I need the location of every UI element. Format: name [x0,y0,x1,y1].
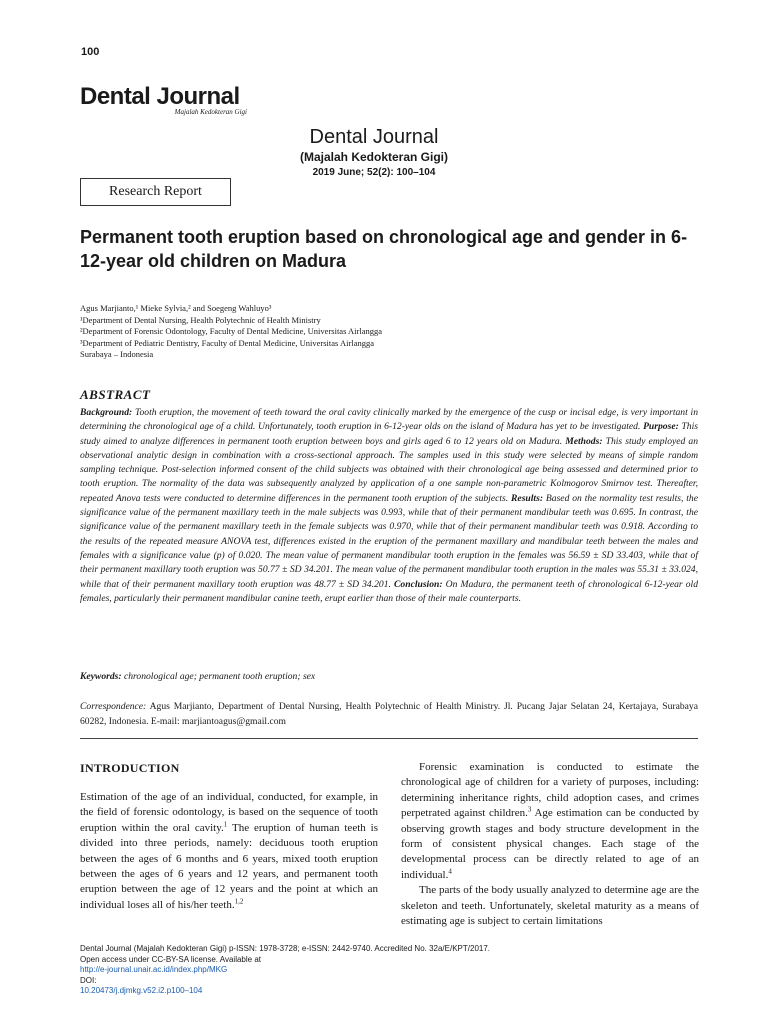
keywords-label: Keywords: [80,671,122,682]
journal-subtitle: (Majalah Kedokteran Gigi) [299,150,449,164]
methods-text: This study employed an observational analytic design in combination with a cross-sectional approach. The samples used in this study were selected by means of simple random sampling technique. Post-selection informed consent of the child subjects was obtained with their chronological age being assessed and determined prior to tooth eruption. The normality of the data was subsequently analyzed by application of a one sample non-parametric Kolmogorov Smirnov test. Thereafter, repeated Anova tests were conducted to determine differences in the permanent tooth eruption of the subjects. [80,435,698,504]
article-title: Permanent tooth eruption based on chronological age and gender in 6-12-year old children on Madura [80,227,688,271]
logo-title: Dental Journal [80,83,240,110]
intro-paragraph-2 [401,760,699,883]
journal-url-link[interactable]: http://e-journal.unair.ac.id/index.php/MKG [80,965,228,974]
author-names: Agus Marjianto,¹ Mieke Sylvia,² and Soegeng Wahluyo³ [80,303,272,313]
correspondence-label: Correspondence: [80,701,147,712]
journal-logo [80,84,255,116]
conclusion-label: Conclusion: [394,578,443,590]
journal-header [240,124,508,180]
intro-text: Estimation of the age of an individual, conducted, for example, in the field of forensic odontology, is based on the sequence of tooth eruption within the oral cavity. [80,791,378,834]
background-text: Tooth eruption, the movement of teeth toward the oral cavity clinically marked by the emergence of the cusp or incisal edge, is very important in determining the chronological age of a child. Unfortunately, tooth eruption in 6-12-year olds on the island of Madura has yet to be investigated. [80,407,698,433]
results-text: Based on the normality test results, the significance value of the permanent maxillary teeth in the male subjects was 0.993, while that of their permanent mandibular teeth was 0.695. In contrast, the significance value of the permanent maxillary teeth in the female subjects was 0.970, while that of their permanent mandibular teeth was 0.918. According to the results of the repeated measure ANOVA test, differences existed in the eruption of the permanent maxillary and mandibular teeth between the males and females with a significance value (p) of 0.020. The mean value of permanent mandibular tooth eruption in the females was 56.59 ± SD 33.403, while that of their permanent maxillary tooth eruption was 50.77 ± SD 34.201. The mean value of the permanent mandibular tooth eruption in the males was 55.31 ± 33.024, while that of their permanent maxillary tooth eruption was 48.77 ± SD 34.201. [80,492,698,590]
footer-license [80,955,700,976]
footer-doi [80,976,700,997]
section-divider [80,738,698,739]
logo-subtitle: Majalah Kedokteran Gigi [174,108,247,116]
citation: 1 [223,820,228,829]
doi-label: DOI: [80,975,97,985]
footer-license-text: Open access under CC-BY-SA license. Available at [80,954,261,964]
journal-issue: 2019 June; 52(2): 100–104 [312,167,436,178]
intro-paragraph-3: The parts of the body usually analyzed to determine age are the skeleton and teeth. Unfortunately, skeletal maturity as a means of estimating age is subject to certain limitations [401,884,699,928]
purpose-label: Purpose: [643,421,679,433]
body-column-left [80,790,378,913]
body-column-right [401,760,699,929]
intro-text: Age estimation can be conducted by observing growth stages and body structure development in the form of consistent physical changes. Each stage of the developmental process can be directly related to age of an individual. [401,807,699,881]
doi-link[interactable]: 10.20473/j.djmkg.v52.i2.p100–104 [80,986,203,995]
methods-label: Methods: [565,435,603,447]
affiliation-2: ²Department of Forensic Odontology, Faculty of Dental Medicine, Universitas Airlangga [80,326,383,336]
citation: 1,2 [234,897,244,906]
correspondence [80,700,698,729]
intro-text: Forensic examination is conducted to estimate the chronological age of children for a variety of purposes, including: determining inheritance rights, child adoption cases, and crimes perpetrated against children. [401,761,699,820]
introduction-heading: INTRODUCTION [80,761,180,775]
citation: 3 [527,805,532,814]
affiliation-1: ¹Department of Dental Nursing, Health Polytechnic of Health Ministry [80,314,321,325]
background-label: Background: [80,407,133,418]
keywords [80,671,698,682]
affiliation-3: ³Department of Pediatric Dentistry, Faculty of Dental Medicine, Universitas Airlangga [80,337,374,348]
abstract-heading: ABSTRACT [80,387,151,402]
keywords-text: chronological age; permanent tooth eruption; sex [121,671,316,682]
abstract-body [80,406,698,606]
correspondence-text: Agus Marjianto, Department of Dental Nursing, Health Polytechnic of Health Ministry. Jl. Pucang Jajar Selatan 24, Kertajaya, Surabaya 60282, Indonesia. E-mail: marjiantoagus@gmail.com [80,701,698,727]
intro-text: The eruption of human teeth is divided into three periods, namely: deciduous tooth eruption between the ages of 6 months and 6 years, mixed tooth eruption between the ages of 6 years and 12 years, and permanent tooth eruption between the age of 12 years and the point at which an individual loses all of his/her teeth. [80,821,378,911]
page-footer [80,944,700,997]
journal-title: Dental Journal [309,126,439,148]
author-block [80,303,700,361]
author-city: Surabaya – Indonesia [80,349,154,359]
conclusion-text: On Madura, the permanent teeth of chronological 6-12-year old females, particularly their permanent mandibular canine teeth, erupt earlier than those of their male counterparts. [80,578,698,604]
citation: 4 [448,867,452,876]
purpose-text: This study aimed to analyze differences in permanent tooth eruption between boys and girls aged 6 to 12 years old on Madura. [80,421,698,447]
intro-paragraph-1 [80,790,378,913]
results-label: Results: [511,492,544,504]
footer-journal-info: Dental Journal (Majalah Kedokteran Gigi) p-ISSN: 1978-3728; e-ISSN: 2442-9740. Accredited No. 32a/E/KPT/2017. [80,944,491,953]
page-number: 100 [81,46,100,58]
article-type-badge: Research Report [80,178,231,206]
